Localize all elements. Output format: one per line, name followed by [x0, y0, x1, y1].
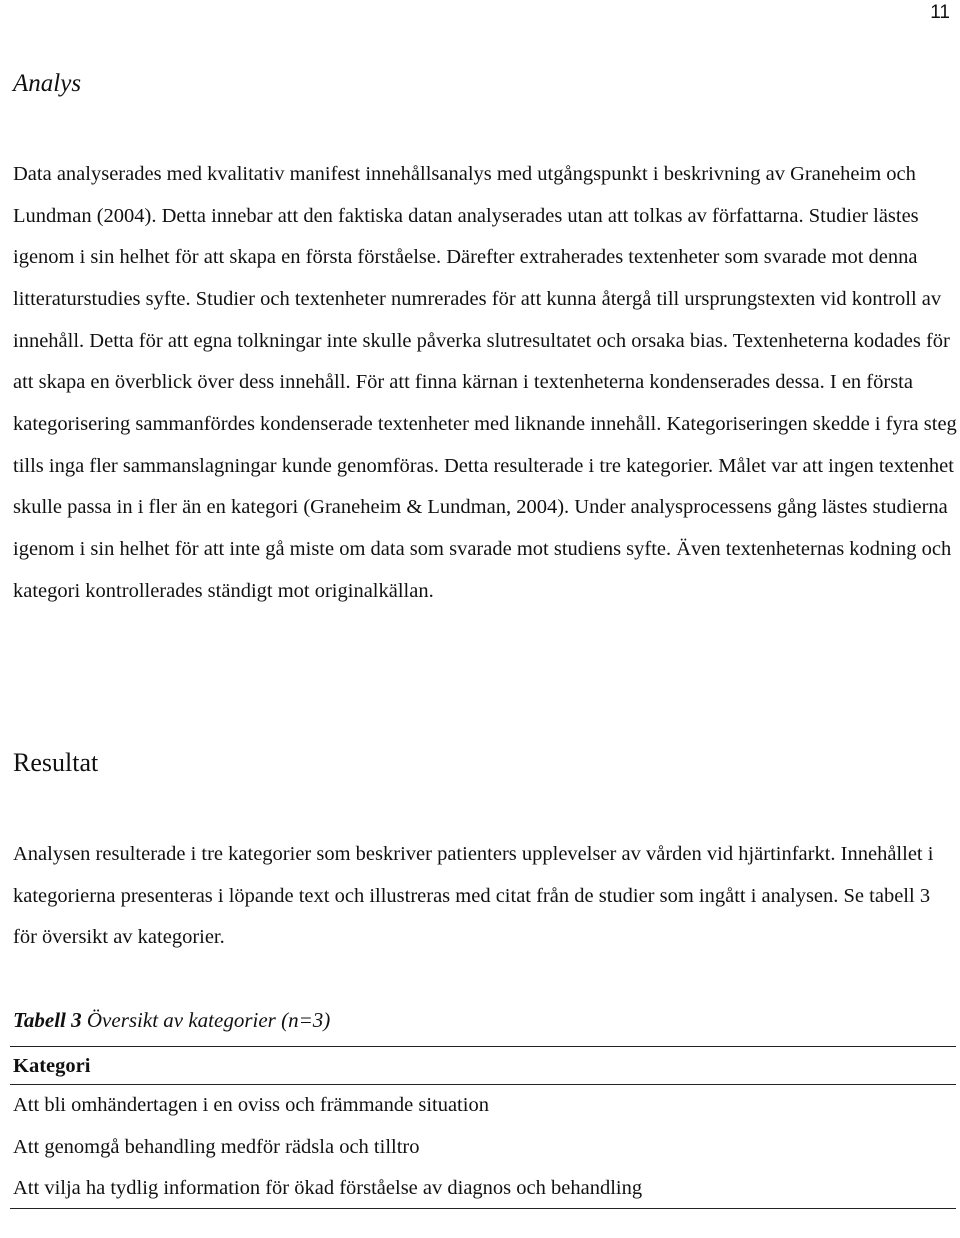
table-row [10, 1085, 956, 1127]
table-cell: Att bli omhändertagen i en oviss och främmande situation [13, 1094, 489, 1117]
table-cell: Att genomgå behandling medför rädsla och tilltro [13, 1135, 420, 1158]
table-header-row [10, 1047, 956, 1085]
category-table [10, 1046, 956, 1209]
table-caption-label: Tabell 3 [13, 1008, 82, 1032]
analys-paragraph: Data analyserades med kvalitativ manifest innehållsanalys med utgångspunkt i beskrivning av Graneheim och Lundman (2004). Detta innebar att den faktiska datan analyserades utan att tolkas av författarna. Studier lästes igenom i sin helhet för att skapa en första förståelse. Därefter extraherades textenheter som svarade mot denna litteraturstudies syfte. Studier och textenheter numrerades för att kunna återgå till ursprungstexten vid kontroll av innehåll. Detta för att egna tolkningar inte skulle påverka slutresultatet och orsaka bias. Textenheterna kodades för att skapa en överblick över dess innehåll. För att finna kärnan i textenheterna kondenserades dessa. I en första kategorisering sammanfördes kondenserade textenheter med liknande innehåll. Kategoriseringen skedde i fyra steg tills inga fler sammanslagningar kunde genomföras. Detta resulterade i tre kategorier. Målet var att ingen textenhet skulle passa in i fler än en kategori (Graneheim & Lundman, 2004). Under analysprocessens gång lästes studierna igenom i sin helhet för att inte gå miste om data som svarade mot studiens syfte. Även textenheternas kodning och kategori kontrollerades ständigt mot originalkällan. [13, 163, 957, 602]
section-heading-analys: Analys [13, 70, 82, 97]
resultat-paragraph: Analysen resulterade i tre kategorier som beskriver patienters upplevelser av vården vid hjärtinfarkt. Innehållet i kategorierna presenteras i löpande text och illustreras med citat från de studier som ingått i analysen. Se tabell 3 för översikt av kategorier. [13, 843, 934, 949]
table-header-kategori: Kategori [10, 1047, 956, 1085]
table-caption [13, 1008, 330, 1033]
page-number: 11 [930, 2, 950, 23]
table-row [10, 1127, 956, 1169]
table-caption-text: Översikt av kategorier (n=3) [86, 1008, 331, 1032]
table-cell: Att vilja ha tydlig information för ökad förståelse av diagnos och behandling [10, 1168, 956, 1209]
table-row [10, 1168, 956, 1209]
section-heading-resultat: Resultat [13, 748, 99, 777]
